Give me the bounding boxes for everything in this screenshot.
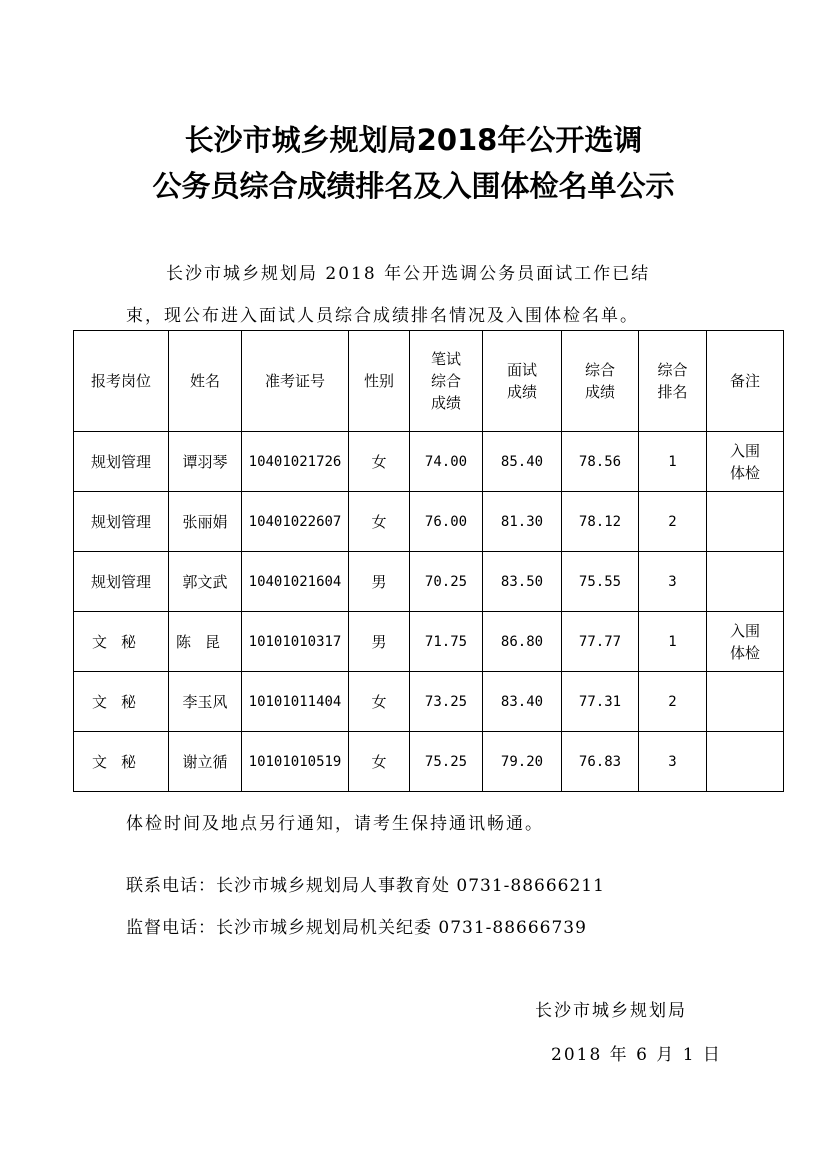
header-written bbox=[410, 331, 483, 432]
cell-name: 谢立循 bbox=[169, 732, 242, 792]
cell-interview: 83.50 bbox=[483, 552, 562, 612]
exam-notice: 体检时间及地点另行通知，请考生保持通讯畅通。 bbox=[126, 814, 544, 834]
results-table bbox=[73, 330, 784, 792]
header-interview bbox=[483, 331, 562, 432]
cell-rank: 3 bbox=[639, 552, 707, 612]
table-row bbox=[74, 552, 784, 612]
cell-written: 74.00 bbox=[410, 432, 483, 492]
cell-interview: 83.40 bbox=[483, 672, 562, 732]
cell-total: 78.56 bbox=[562, 432, 639, 492]
table-row bbox=[74, 432, 784, 492]
header-gender: 性别 bbox=[349, 331, 410, 432]
header-note: 备注 bbox=[707, 331, 784, 432]
cell-interview: 81.30 bbox=[483, 492, 562, 552]
cell-total: 76.83 bbox=[562, 732, 639, 792]
cell-id: 10401022607 bbox=[242, 492, 349, 552]
header-name: 姓名 bbox=[169, 331, 242, 432]
cell-interview: 85.40 bbox=[483, 432, 562, 492]
intro-line1: 长沙市城乡规划局 2018 年公开选调公务员面试工作已结 bbox=[166, 264, 651, 284]
issuing-organization: 长沙市城乡规划局 bbox=[535, 1001, 687, 1021]
header-total-label: 综合成绩 bbox=[584, 361, 615, 401]
header-written-label: 笔试综合成绩 bbox=[430, 350, 461, 412]
cell-id: 10401021604 bbox=[242, 552, 349, 612]
cell-id: 10101010317 bbox=[242, 612, 349, 672]
header-interview-label: 面试成绩 bbox=[506, 361, 537, 401]
cell-written: 73.25 bbox=[410, 672, 483, 732]
cell-note bbox=[707, 612, 784, 672]
contact-phone: 联系电话：长沙市城乡规划局人事教育处 0731-88666211 bbox=[126, 876, 605, 896]
cell-id: 10101011404 bbox=[242, 672, 349, 732]
cell-total: 77.31 bbox=[562, 672, 639, 732]
cell-written: 71.75 bbox=[410, 612, 483, 672]
cell-written: 76.00 bbox=[410, 492, 483, 552]
cell-rank: 2 bbox=[639, 492, 707, 552]
cell-note-text: 入围体检 bbox=[729, 441, 760, 482]
cell-gender: 男 bbox=[349, 552, 410, 612]
header-total bbox=[562, 331, 639, 432]
header-post: 报考岗位 bbox=[74, 331, 169, 432]
table-row bbox=[74, 732, 784, 792]
cell-total: 77.77 bbox=[562, 612, 639, 672]
cell-gender: 女 bbox=[349, 492, 410, 552]
page-title-line2: 公务员综合成绩排名及入围体检名单公示 bbox=[152, 169, 675, 203]
cell-name: 谭羽琴 bbox=[169, 432, 242, 492]
cell-name: 李玉风 bbox=[169, 672, 242, 732]
cell-id: 10401021726 bbox=[242, 432, 349, 492]
table-row bbox=[74, 492, 784, 552]
cell-rank: 2 bbox=[639, 672, 707, 732]
page-title-line1: 长沙市城乡规划局2018年公开选调 bbox=[184, 123, 643, 157]
cell-written: 70.25 bbox=[410, 552, 483, 612]
cell-gender: 女 bbox=[349, 432, 410, 492]
cell-post: 文秘 bbox=[74, 612, 169, 672]
table-row bbox=[74, 612, 784, 672]
cell-written: 75.25 bbox=[410, 732, 483, 792]
cell-note bbox=[707, 552, 784, 612]
cell-note bbox=[707, 492, 784, 552]
cell-name: 郭文武 bbox=[169, 552, 242, 612]
cell-gender: 女 bbox=[349, 672, 410, 732]
header-rank bbox=[639, 331, 707, 432]
table-row bbox=[74, 672, 784, 732]
cell-rank: 3 bbox=[639, 732, 707, 792]
cell-note bbox=[707, 732, 784, 792]
cell-interview: 79.20 bbox=[483, 732, 562, 792]
cell-note-text: 入围体检 bbox=[729, 621, 760, 662]
cell-note bbox=[707, 432, 784, 492]
supervise-phone: 监督电话：长沙市城乡规划局机关纪委 0731-88666739 bbox=[126, 918, 587, 938]
cell-rank: 1 bbox=[639, 612, 707, 672]
cell-post: 文秘 bbox=[74, 672, 169, 732]
issue-date: 2018 年 6 月 1 日 bbox=[551, 1045, 722, 1065]
cell-post: 规划管理 bbox=[74, 552, 169, 612]
header-rank-label: 综合排名 bbox=[657, 361, 688, 401]
cell-name: 张丽娟 bbox=[169, 492, 242, 552]
cell-post: 文秘 bbox=[74, 732, 169, 792]
cell-name: 陈昆 bbox=[169, 612, 242, 672]
cell-total: 75.55 bbox=[562, 552, 639, 612]
cell-rank: 1 bbox=[639, 432, 707, 492]
header-id: 准考证号 bbox=[242, 331, 349, 432]
cell-interview: 86.80 bbox=[483, 612, 562, 672]
cell-gender: 女 bbox=[349, 732, 410, 792]
cell-total: 78.12 bbox=[562, 492, 639, 552]
intro-line2: 束，现公布进入面试人员综合成绩排名情况及入围体检名单。 bbox=[126, 306, 639, 326]
table-header-row bbox=[74, 331, 784, 432]
cell-gender: 男 bbox=[349, 612, 410, 672]
cell-id: 10101010519 bbox=[242, 732, 349, 792]
cell-post: 规划管理 bbox=[74, 492, 169, 552]
cell-note bbox=[707, 672, 784, 732]
cell-post: 规划管理 bbox=[74, 432, 169, 492]
